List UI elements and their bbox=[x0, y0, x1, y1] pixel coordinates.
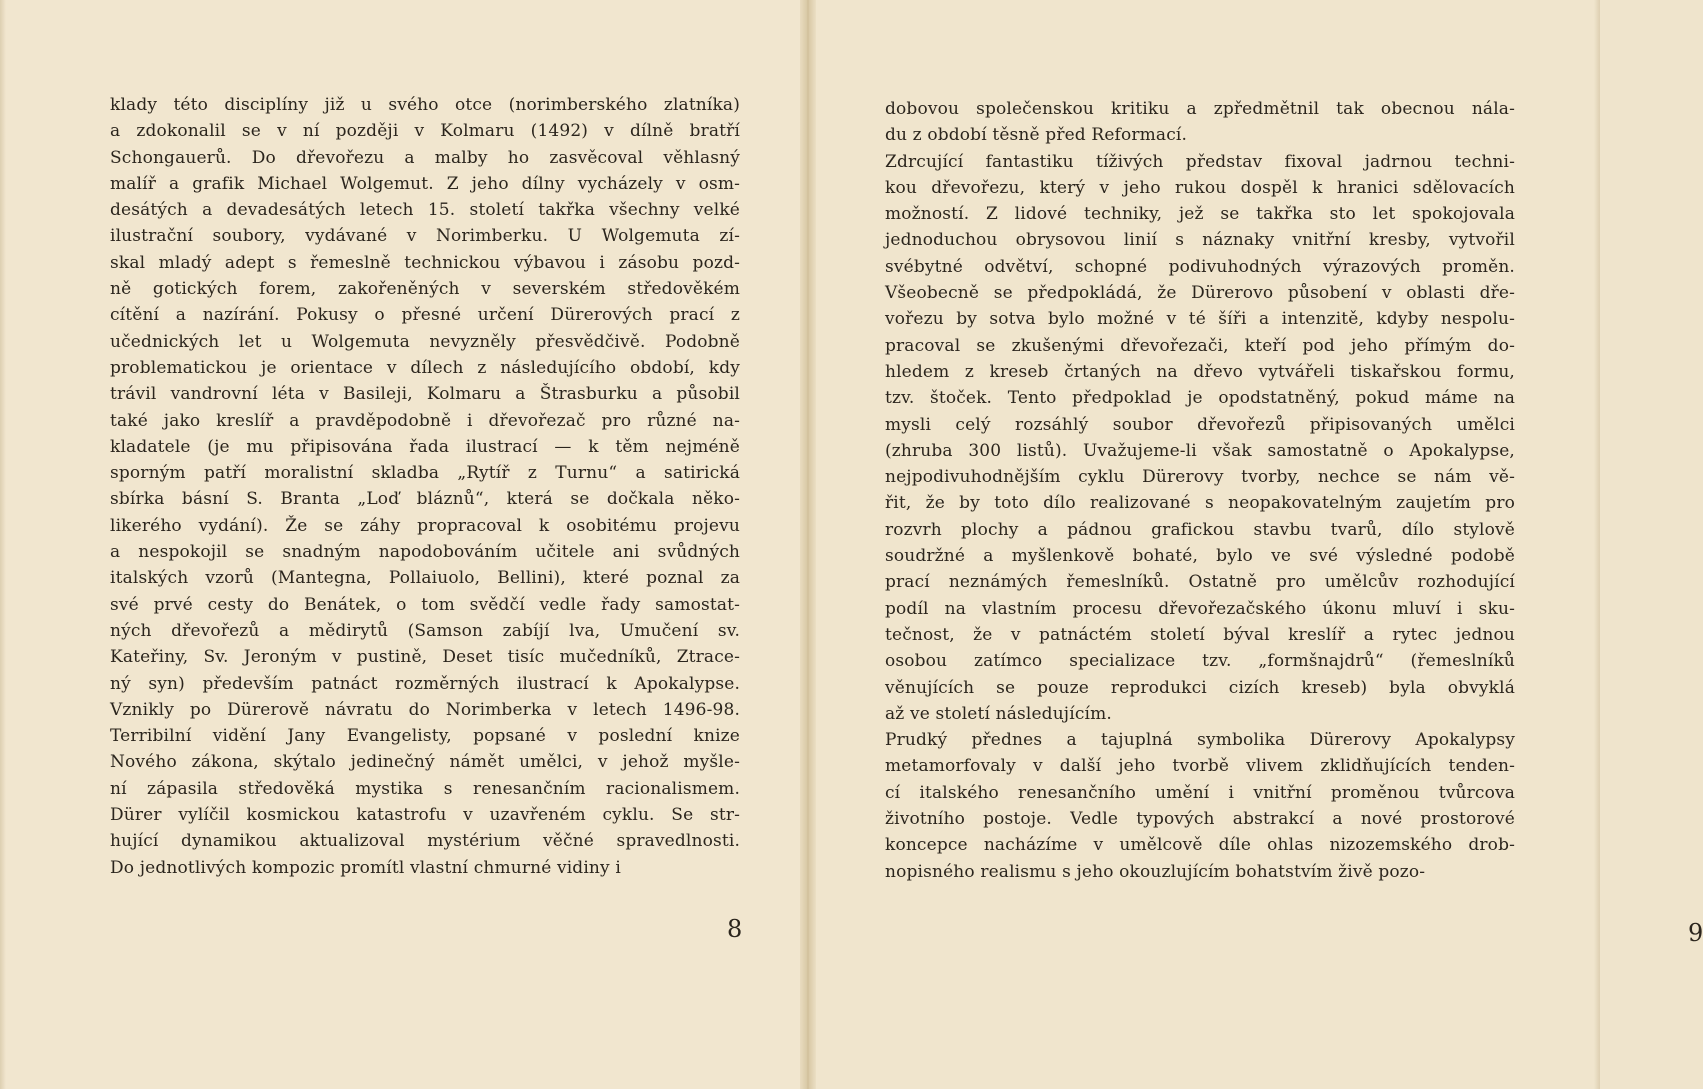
text-line: své prvé cesty do Benátek, o tom svědčí vedle řady samostat- bbox=[110, 594, 740, 615]
text-line: Vznikly po Dürerově návratu do Norimberka v letech 1496-98. bbox=[110, 699, 740, 720]
text-line: nopisného realismu s jeho okouzlujícím bohatstvím živě pozo- bbox=[885, 861, 1426, 882]
right-page-number: 9 bbox=[1688, 919, 1703, 947]
text-line: desátých a devadesátých letech 15. století takřka všechny velké bbox=[110, 200, 740, 221]
text-line: hující dynamikou aktualizoval mystérium věčné spravedlnosti. bbox=[110, 831, 740, 852]
text-line: mysli celý rozsáhlý soubor dřevořezů připisovaných umělci bbox=[885, 414, 1515, 435]
text-line: rozvrh plochy a pádnou grafickou stavbu tvarů, dílo stylově bbox=[885, 519, 1515, 540]
text-line: du z období těsně před Reformací. bbox=[885, 125, 1188, 146]
text-line: jednoduchou obrysovou linií s náznaky vnitřní kresby, vytvořil bbox=[885, 230, 1515, 251]
text-line: kou dřevořezu, který v jeho rukou dospěl k hranici sdělovacích bbox=[885, 177, 1515, 198]
text-line: skal mladý adept s řemeslně technickou výbavou i zásobu pozd- bbox=[110, 252, 740, 273]
left-page-edge bbox=[0, 0, 6, 1089]
text-line: až ve století následujícím. bbox=[885, 703, 1112, 724]
text-line: kladatele (je mu připisována řada ilustrací — k těm nejméně bbox=[110, 436, 740, 457]
text-line: učednických let u Wolgemuta nevyzněly přesvědčivě. Podobně bbox=[110, 331, 740, 352]
text-line: vořezu by sotva bylo možné v té šíři a intenzitě, kdyby nespolu- bbox=[885, 309, 1515, 330]
text-line: trávil vandrovní léta v Basileji, Kolmaru a Štrasburku a působil bbox=[110, 384, 740, 405]
text-line: dobovou společenskou kritiku a zpředmětnil tak obecnou nála- bbox=[885, 99, 1515, 119]
text-line: věnujících se pouze reprodukci cizích kreseb) byla obvyklá bbox=[885, 677, 1515, 698]
text-line: cí italského renesančního umění i vnitřní proměnou tvůrcova bbox=[885, 782, 1515, 803]
text-line: Schongauerů. Do dřevořezu a malby ho zasvěcoval věhlasný bbox=[110, 147, 740, 168]
text-line: Kateřiny, Sv. Jeroným v pustině, Deset tisíc mučedníků, Ztrace- bbox=[110, 647, 740, 668]
right-page-text bbox=[885, 96, 1515, 885]
text-line: tečnost, že v patnáctém století býval kreslíř a rytec jednou bbox=[885, 624, 1515, 645]
text-line: možností. Z lidové techniky, jež se takřka sto let spokojovala bbox=[885, 204, 1515, 225]
text-line: Terribilní vidění Jany Evangelisty, popsané v poslední knize bbox=[110, 726, 740, 747]
left-page bbox=[0, 0, 808, 1089]
text-line: ný syn) především patnáct rozměrných ilustrací k Apokalypse. bbox=[110, 673, 740, 694]
text-line: Všeobecně se předpokládá, že Dürerovo působení v oblasti dře- bbox=[885, 283, 1515, 304]
text-line: soudržné a myšlenkově bohaté, bylo ve své výsledné podobě bbox=[885, 546, 1515, 567]
text-line: životního postoje. Vedle typových abstrakcí a nové prostorové bbox=[885, 809, 1515, 830]
text-line: nejpodivuhodnějším cyklu Dürerovy tvorby, nechce se nám vě- bbox=[885, 467, 1515, 488]
text-line: (zhruba 300 listů). Uvažujeme-li však samostatně o Apokalypse, bbox=[885, 440, 1515, 461]
text-line: tzv. štoček. Tento předpoklad je opodstatněný, pokud máme na bbox=[885, 388, 1515, 409]
right-page-edge bbox=[1594, 0, 1600, 1089]
text-line: prací neznámých řemeslníků. Ostatně pro umělcův rozhodující bbox=[885, 572, 1515, 593]
text-line: malíř a grafik Michael Wolgemut. Z jeho dílny vycházely v osm- bbox=[110, 173, 740, 194]
text-line: osobou zatímco specializace tzv. „formšnajdrů“ (řemeslníků bbox=[885, 651, 1515, 672]
text-line: Zdrcující fantastiku tíživých představ fixoval jadrnou techni- bbox=[885, 151, 1515, 172]
text-line: cítění a nazírání. Pokusy o přesné určení Dürerových prací z bbox=[110, 305, 740, 326]
left-page-text bbox=[110, 92, 740, 881]
text-line: Dürer vylíčil kosmickou katastrofu v uzavřeném cyklu. Se str- bbox=[110, 805, 740, 826]
book-gutter bbox=[800, 0, 816, 1089]
text-line: sbírka básní S. Branta „Loď bláznů“, která se dočkala něko- bbox=[110, 489, 740, 510]
text-line: ní zápasila středověká mystika s renesančním racionalismem. bbox=[110, 778, 740, 799]
text-line: řit, že by toto dílo realizované s neopakovatelným zaujetím pro bbox=[885, 493, 1515, 514]
text-line: Do jednotlivých kompozic promítl vlastní chmurné vidiny i bbox=[110, 857, 621, 878]
text-line: Prudký přednes a tajuplná symbolika Dürerovy Apokalypsy bbox=[885, 730, 1515, 751]
text-line: koncepce nacházíme v umělcově díle ohlas nizozemského drob- bbox=[885, 835, 1515, 856]
text-line: Nového zákona, skýtalo jedinečný námět umělci, v jehož myšle- bbox=[110, 752, 740, 773]
text-line: pracoval se zkušenými dřevořezači, kteří pod jeho přímým do- bbox=[885, 335, 1515, 356]
text-line: podíl na vlastním procesu dřevořezačského úkonu mluví i sku- bbox=[885, 598, 1515, 619]
text-line: a zdokonalil se v ní později v Kolmaru (1492) v dílně bratří bbox=[110, 121, 740, 142]
text-line: italských vzorů (Mantegna, Pollaiuolo, Bellini), které poznal za bbox=[110, 568, 740, 589]
text-line: hledem z kreseb črtaných na dřevo vytvářeli tiskařskou formu, bbox=[885, 361, 1515, 382]
text-line: metamorfovaly v další jeho tvorbě vlivem zklidňujících tenden- bbox=[885, 756, 1515, 777]
text-line: a nespokojil se snadným napodobováním učitele ani svůdných bbox=[110, 542, 740, 563]
text-line: svébytné odvětví, schopné podivuhodných výrazových proměn. bbox=[885, 256, 1515, 277]
text-line: ně gotických forem, zakořeněných v severském středověkém bbox=[110, 279, 740, 300]
text-line: likerého vydání). Že se záhy propracoval k osobitému projevu bbox=[110, 515, 740, 536]
text-line: sporným patří moralistní skladba „Rytíř z Turnu“ a satirická bbox=[110, 463, 740, 484]
text-line: také jako kreslíř a pravděpodobně i dřevořezač pro různé na- bbox=[110, 410, 740, 431]
text-line: ných dřevořezů a mědirytů (Samson zabíjí lva, Umučení sv. bbox=[110, 620, 740, 641]
left-page-number: 8 bbox=[727, 915, 743, 943]
text-line: ilustrační soubory, vydávané v Norimberku. U Wolgemuta zí- bbox=[110, 226, 740, 247]
text-line: problematickou je orientace v dílech z následujícího období, kdy bbox=[110, 357, 740, 378]
text-line: klady této disciplíny již u svého otce (norimberského zlatníka) bbox=[110, 95, 740, 115]
